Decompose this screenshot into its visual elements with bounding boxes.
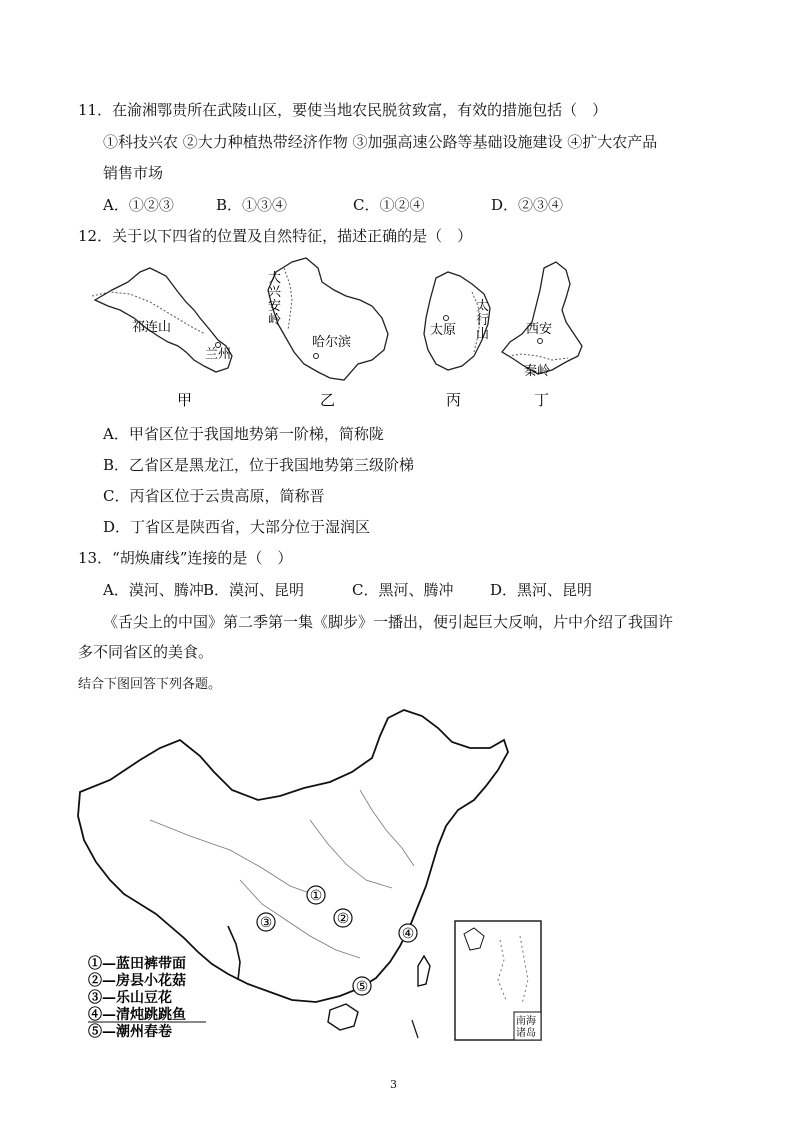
marker-2: ②: [336, 911, 350, 927]
legend-item-4: ④—清炖跳跳鱼: [88, 1007, 186, 1023]
q11-items-line1: ①科技兴农 ②大力种植热带经济作物 ③加强高速公路等基础设施建设 ④扩大农产品: [103, 133, 658, 151]
label-qilian-mountain: 祁连山: [132, 320, 172, 335]
legend-item-3: ③—乐山豆花: [88, 990, 172, 1006]
vertical-char: 安: [268, 299, 282, 314]
vertical-char: 岭: [268, 313, 282, 328]
caption-jia: 甲: [177, 391, 193, 409]
marker-3: ③: [259, 915, 273, 931]
intro-line2: 多不同省区的美食。: [78, 643, 214, 661]
vertical-char: 行: [476, 313, 490, 328]
food-markers: [257, 886, 417, 995]
q12-option-d[interactable]: D．丁省区是陕西省，大部分位于湿润区: [103, 518, 371, 536]
q11-stem: 11．在渝湘鄂贵所在武陵山区，要使当地农民脱贫致富，有效的措施包括（ ）: [78, 101, 608, 119]
legend-item-1: ①—蓝田裤带面: [88, 956, 186, 972]
q13-option-a[interactable]: A．漠河、腾冲: [103, 581, 204, 599]
marker-1: ①: [309, 888, 323, 904]
q13-option-c[interactable]: C．黑河、腾冲: [352, 581, 454, 599]
vertical-char: 太: [476, 299, 490, 314]
south-china-sea-inset: [455, 921, 541, 1040]
q11-option-c[interactable]: C．①②④: [353, 196, 425, 214]
vertical-char: 兴: [268, 285, 282, 300]
map-legend: [88, 955, 206, 1040]
taiwan-island: [418, 956, 430, 986]
legend-item-5: ⑤—潮州春卷: [88, 1024, 172, 1040]
q12-option-a[interactable]: A．甲省区位于我国地势第一阶梯，简称陇: [103, 425, 384, 443]
q11-option-d[interactable]: D．②③④: [491, 196, 564, 214]
label-harbin: 哈尔滨: [312, 335, 352, 350]
marker-5: ⑤: [355, 979, 369, 995]
q13-stem: 13．“胡焕庸线”连接的是（ ）: [78, 549, 293, 567]
vertical-char: 山: [476, 327, 490, 342]
label-lanzhou: 兰州: [205, 347, 232, 362]
q13-option-d[interactable]: D．黑河、昆明: [490, 581, 593, 599]
label-xian: 西安: [526, 322, 553, 337]
q11-option-a[interactable]: A．①②③: [103, 196, 174, 214]
caption-bing: 丙: [446, 391, 462, 409]
page-number: 3: [390, 1078, 397, 1091]
legend-item-2: ②—房县小花菇: [88, 973, 186, 989]
q12-stem: 12．关于以下四省的位置及自然特征，描述正确的是（ ）: [78, 227, 473, 245]
q12-option-b[interactable]: B．乙省区是黑龙江，位于我国地势第三级阶梯: [103, 456, 415, 474]
q13-option-b[interactable]: B．漠河、昆明: [203, 581, 305, 599]
q11-option-b[interactable]: B．①③④: [216, 196, 288, 214]
hainan-island: [328, 1004, 358, 1030]
intro-line1: 《舌尖上的中国》第二季第一集《脚步》一播出，便引起巨大反响，片中介绍了我国许: [103, 613, 674, 631]
label-taiyuan: 太原: [430, 323, 457, 338]
intro-line3: 结合下图回答下列各题。: [78, 677, 222, 692]
q11-items-line2: 销售市场: [103, 164, 164, 182]
marker-4: ④: [401, 926, 415, 942]
inset-label-line2: 诸岛: [516, 1028, 536, 1039]
caption-ding: 丁: [534, 391, 550, 409]
q12-option-c[interactable]: C．丙省区位于云贵高原，简称晋: [103, 487, 325, 505]
caption-yi: 乙: [320, 391, 336, 409]
vertical-char: 大: [268, 271, 282, 286]
inset-label-line1: 南海: [516, 1016, 536, 1027]
label-qinling: 秦岭: [524, 364, 551, 379]
